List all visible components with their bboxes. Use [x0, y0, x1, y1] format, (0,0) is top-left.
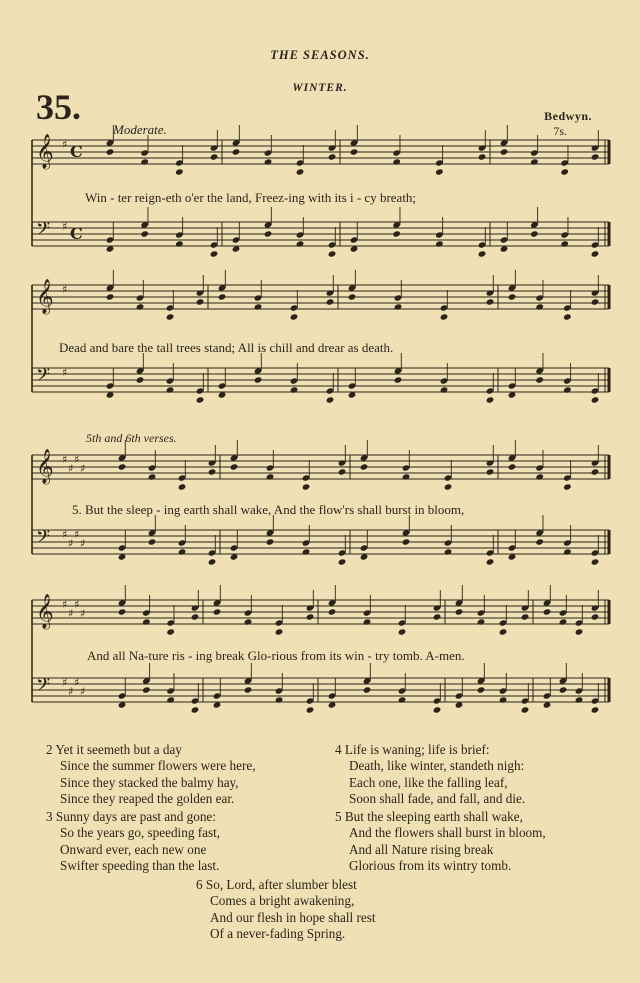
note-head — [254, 303, 263, 310]
bass-clef: 𝄢 — [36, 219, 51, 244]
note-head — [178, 483, 187, 490]
note-head — [213, 608, 222, 615]
note-head — [148, 473, 157, 480]
note-head — [302, 548, 311, 555]
sharp-sign: ♯ — [80, 462, 86, 475]
verse-note: 5th and 6th verses. — [86, 431, 177, 445]
sharp-sign: ♯ — [62, 220, 68, 233]
note-head — [175, 168, 184, 175]
note-head — [560, 240, 569, 247]
note-head — [196, 396, 205, 403]
common-time: C — [70, 224, 83, 243]
note-head — [535, 538, 544, 545]
note-head — [508, 293, 517, 300]
note-head — [136, 303, 145, 310]
note-head — [350, 148, 359, 155]
note-head — [499, 696, 508, 703]
note-head — [191, 613, 200, 620]
stanza-line: And the flowers shall burst in bloom, — [349, 825, 546, 841]
sharp-sign: ♯ — [62, 366, 68, 379]
lyric-line-3: 5. But the sleep - ing earth shall wake, And the flow'rs shall burst in bloom, — [72, 502, 465, 517]
note-head — [394, 376, 403, 383]
note-head — [559, 686, 568, 693]
note-head — [106, 293, 115, 300]
note-head — [166, 628, 175, 635]
stanza-2 — [46, 742, 256, 807]
note-head — [521, 613, 530, 620]
stanza-line: Soon shall fade, and fall, and die. — [349, 790, 526, 806]
bass-clef: 𝄢 — [36, 527, 51, 552]
note-head — [478, 153, 487, 160]
stanza-4 — [335, 742, 525, 807]
stanza-5 — [335, 809, 546, 874]
note-head — [535, 473, 544, 480]
note-head — [563, 386, 572, 393]
note-head — [178, 548, 187, 555]
bass-clef: 𝄢 — [36, 365, 51, 390]
note-head — [433, 706, 442, 713]
note-head — [208, 558, 217, 565]
hymn-number: 35. — [36, 87, 81, 127]
hymn-title: WINTER. — [292, 82, 348, 94]
stanza-line: Death, like winter, standeth nigh: — [349, 758, 525, 774]
note-head — [591, 613, 600, 620]
note-head — [360, 463, 369, 470]
note-head — [306, 613, 315, 620]
note-head — [191, 706, 200, 713]
sharp-sign: ♯ — [62, 138, 68, 151]
note-head — [433, 613, 442, 620]
note-head — [230, 463, 239, 470]
note-head — [218, 293, 227, 300]
note-head — [140, 158, 149, 165]
lyric-line-2: Dead and bare the tall trees stand; All is chill and drear as death. — [59, 340, 394, 355]
note-head — [521, 706, 530, 713]
note-head — [363, 686, 372, 693]
note-head — [486, 558, 495, 565]
note-head — [530, 230, 539, 237]
note-head — [402, 538, 411, 545]
note-head — [326, 298, 335, 305]
sharp-sign: ♯ — [74, 676, 80, 689]
note-head — [500, 148, 509, 155]
stanza-line: 2 Yet it seemeth but a day — [46, 742, 182, 757]
tune-name: Bedwyn. — [544, 109, 592, 123]
stanza-line: And all Nature rising break — [349, 841, 494, 857]
note-head — [175, 240, 184, 247]
note-head — [591, 153, 600, 160]
stanza-line: 4 Life is waning; life is brief: — [335, 742, 490, 757]
note-head — [530, 158, 539, 165]
note-head — [275, 696, 284, 703]
treble-clef: 𝄞 — [36, 279, 54, 314]
note-head — [575, 696, 584, 703]
treble-clef: 𝄞 — [36, 594, 54, 629]
stanza-line: Comes a bright awakening, — [210, 893, 355, 909]
note-head — [591, 468, 600, 475]
note-head — [140, 230, 149, 237]
note-head — [563, 548, 572, 555]
sharp-sign: ♯ — [62, 283, 68, 296]
note-head — [478, 250, 487, 257]
note-head — [444, 548, 453, 555]
sharp-sign: ♯ — [74, 528, 80, 541]
note-head — [591, 558, 600, 565]
stanza-line: Since the summer flowers were here, — [60, 758, 256, 774]
stanza-line: So the years go, speeding fast, — [60, 825, 221, 841]
sharp-sign: ♯ — [68, 462, 74, 475]
note-head — [118, 463, 127, 470]
stanza-line: Glorious from its wintry tomb. — [349, 857, 512, 873]
treble-clef: 𝄞 — [36, 449, 54, 484]
stanza-6 — [196, 877, 376, 942]
note-head — [232, 148, 241, 155]
treble-clef: 𝄞 — [36, 134, 54, 169]
note-head — [254, 376, 263, 383]
note-head — [363, 618, 372, 625]
note-head — [563, 483, 572, 490]
note-head — [296, 168, 305, 175]
note-head — [559, 618, 568, 625]
sharp-sign: ♯ — [62, 528, 68, 541]
note-head — [444, 483, 453, 490]
note-head — [290, 313, 299, 320]
note-head — [392, 230, 401, 237]
note-head — [402, 473, 411, 480]
note-head — [142, 686, 151, 693]
note-head — [477, 618, 486, 625]
sharp-sign: ♯ — [62, 453, 68, 466]
note-head — [328, 250, 337, 257]
note-head — [244, 618, 253, 625]
note-head — [148, 538, 157, 545]
stanza-line: Of a never-fading Spring. — [210, 925, 346, 941]
note-head — [196, 298, 205, 305]
note-head — [338, 468, 347, 475]
sharp-sign: ♯ — [62, 598, 68, 611]
note-head — [264, 230, 273, 237]
stanza-line: 5 But the sleeping earth shall wake, — [335, 809, 523, 824]
note-head — [326, 396, 335, 403]
note-head — [275, 628, 284, 635]
stanza-3 — [46, 809, 220, 874]
sharp-sign: ♯ — [68, 685, 74, 698]
sharp-sign: ♯ — [80, 537, 86, 550]
note-head — [591, 250, 600, 257]
note-head — [591, 396, 600, 403]
note-head — [328, 608, 337, 615]
note-head — [210, 250, 219, 257]
stanza-line: Since they reaped the golden ear. — [60, 790, 235, 806]
lyric-line-1: Win - ter reign-eth o'er the land, Freez-ing with its i - cy breath; — [85, 190, 417, 205]
sharp-sign: ♯ — [62, 676, 68, 689]
note-head — [455, 608, 464, 615]
note-head — [348, 293, 357, 300]
sharp-sign: ♯ — [74, 598, 80, 611]
note-head — [264, 158, 273, 165]
note-head — [486, 298, 495, 305]
note-head — [398, 696, 407, 703]
section-title: THE SEASONS. — [270, 48, 370, 62]
sharp-sign: ♯ — [74, 453, 80, 466]
note-head — [535, 376, 544, 383]
stanza-line: 6 So, Lord, after slumber blest — [196, 877, 357, 892]
note-head — [118, 608, 127, 615]
note-head — [486, 468, 495, 475]
note-head — [591, 706, 600, 713]
note-head — [290, 386, 299, 393]
stanza-line: Onward ever, each new one — [60, 841, 207, 857]
stanza-line: And our flesh in hope shall rest — [210, 909, 376, 925]
note-head — [210, 153, 219, 160]
note-head — [136, 376, 145, 383]
stanza-line: Swifter speeding than the last. — [60, 857, 220, 873]
note-head — [208, 468, 217, 475]
bass-clef: 𝄢 — [36, 675, 51, 700]
note-head — [486, 396, 495, 403]
sharp-sign: ♯ — [68, 537, 74, 550]
stanza-line: Since they stacked the balmy hay, — [60, 774, 239, 790]
meter: 7s. — [553, 124, 567, 138]
stanza-line: 3 Sunny days are past and gone: — [46, 809, 216, 824]
note-head — [328, 153, 337, 160]
note-head — [560, 168, 569, 175]
note-head — [302, 483, 311, 490]
note-head — [166, 386, 175, 393]
note-head — [296, 240, 305, 247]
lyric-line-4: And all Na-ture ris - ing break Glo-rious from its win - try tomb. A-men. — [87, 648, 465, 663]
note-head — [508, 463, 517, 470]
note-head — [543, 608, 552, 615]
note-head — [142, 618, 151, 625]
note-head — [435, 168, 444, 175]
sharp-sign: ♯ — [68, 607, 74, 620]
note-head — [398, 628, 407, 635]
note-head — [306, 706, 315, 713]
note-head — [591, 298, 600, 305]
note-head — [535, 303, 544, 310]
sharp-sign: ♯ — [80, 685, 86, 698]
sharp-sign: ♯ — [80, 607, 86, 620]
note-head — [166, 313, 175, 320]
note-head — [266, 473, 275, 480]
note-head — [440, 386, 449, 393]
common-time: C — [70, 142, 83, 161]
note-head — [244, 686, 253, 693]
note-head — [435, 240, 444, 247]
note-head — [563, 313, 572, 320]
note-head — [392, 158, 401, 165]
note-head — [440, 313, 449, 320]
note-head — [394, 303, 403, 310]
note-head — [166, 696, 175, 703]
note-head — [575, 628, 584, 635]
tempo-marking: Moderate. — [113, 122, 167, 137]
note-head — [266, 538, 275, 545]
note-head — [106, 148, 115, 155]
stanza-line: Each one, like the falling leaf, — [349, 774, 508, 790]
note-head — [338, 558, 347, 565]
note-head — [499, 628, 508, 635]
note-head — [477, 686, 486, 693]
